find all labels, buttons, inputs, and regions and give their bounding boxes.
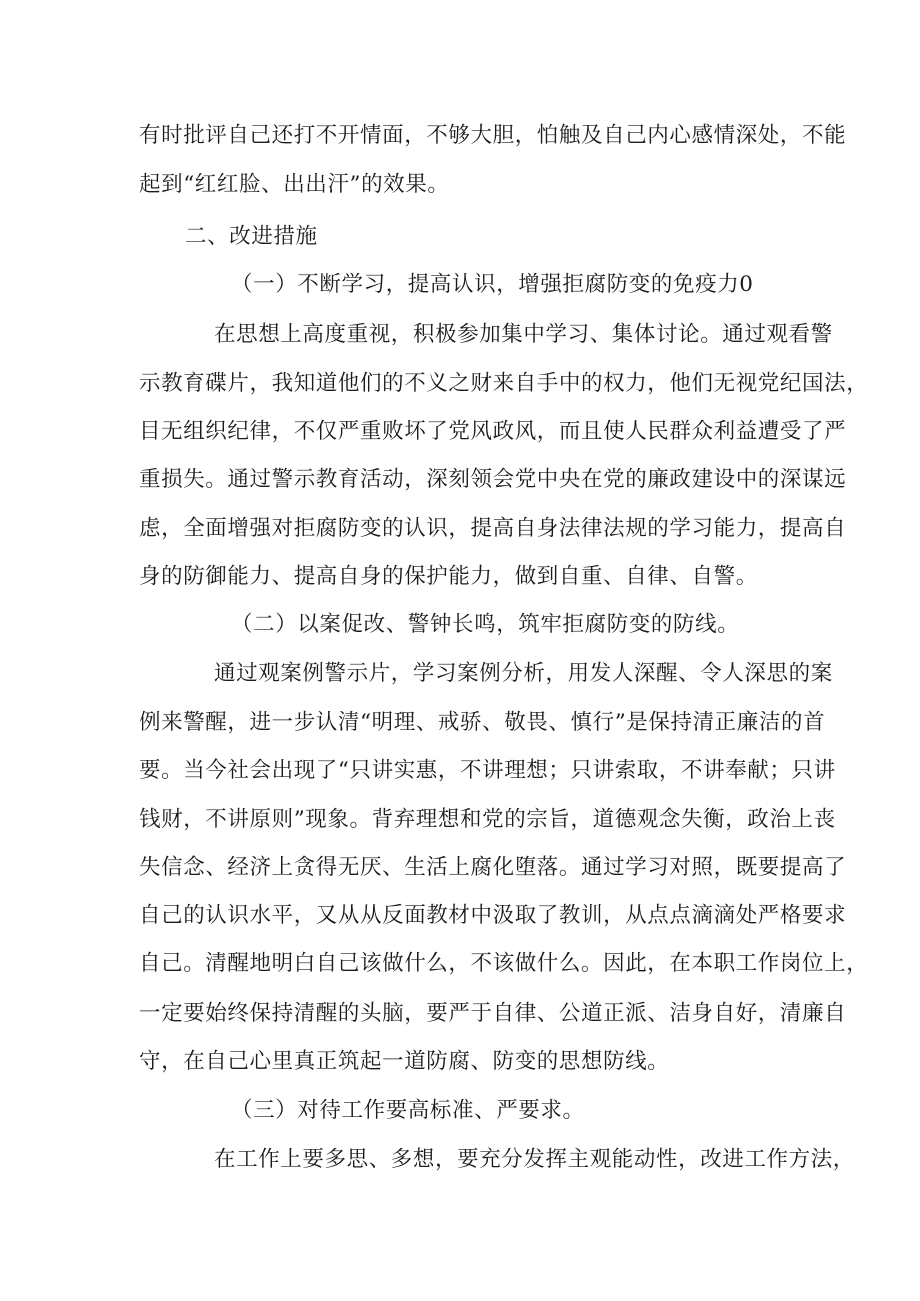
body-text-line: 起到“红红脸、出出汗”的效果。 <box>139 172 450 197</box>
subsection-heading: （三）对待工作要高标准、严要求。 <box>231 1098 585 1123</box>
paragraph-first-line: 通过观案例警示片，学习案例分析，用发人深醒、令人深思的案 <box>214 661 833 686</box>
body-text-line: 身的防御能力、提高自身的保护能力，做到自重、自律、自警。 <box>139 564 758 589</box>
body-text-line: 钱财，不讲原则”现象。背弃理想和党的宗旨，道德观念失衡，政治上丧 <box>139 807 836 832</box>
body-text-line: 自己。清醒地明白自己该做什么，不该做什么。因此，在本职工作岗位上， <box>139 951 869 976</box>
body-text-line: 虑，全面增强对拒腐防变的认识，提高自身法律法规的学习能力，提高自 <box>139 516 847 541</box>
section-heading: 二、改进措施 <box>185 224 318 249</box>
subsection-heading: （一）不断学习，提高认识，增强拒腐防变的免疫力0 <box>231 272 754 297</box>
body-text-line: 目无组织纪律，不仅严重败坏了党风政风，而且使人民群众利益遭受了严 <box>139 419 847 444</box>
body-text-line: 要。当今社会出现了“只讲实惠，不讲理想；只讲索取，不讲奉献；只讲 <box>139 758 836 783</box>
body-text-line: 示教育碟片，我知道他们的不义之财来自手中的权力，他们无视党纪国法， <box>139 371 869 396</box>
body-text-line: 重损失。通过警示教育活动，深刻领会党中央在党的廉政建设中的深谋远 <box>139 467 847 492</box>
body-text-line: 有时批评自己还打不开情面，不够大胆，怕触及自己内心感情深处，不能 <box>139 123 847 148</box>
subsection-heading: （二）以案促改、警钟长鸣，筑牢拒腐防变的防线。 <box>231 612 740 637</box>
body-text-line: 例来警醒，进一步认清“明理、戒骄、敬畏、慎行”是保持清正廉洁的首 <box>139 710 826 735</box>
body-text-line: 失信念、经济上贪得无厌、生活上腐化堕落。通过学习对照，既要提高了 <box>139 855 847 880</box>
paragraph-first-line: 在思想上高度重视，积极参加集中学习、集体讨论。通过观看警 <box>214 322 833 347</box>
paragraph-first-line: 在工作上要多思、多想，要充分发挥主观能动性，改进工作方法， <box>214 1147 855 1172</box>
body-text-line: 自己的认识水平，又从从反面教材中汲取了教训，从点点滴滴处严格要求 <box>139 903 847 928</box>
body-text-line: 一定要始终保持清醒的头脑，要严于自律、公道正派、洁身自好，清廉自 <box>139 1001 847 1026</box>
body-text-line: 守，在自己心里真正筑起一道防腐、防变的思想防线。 <box>139 1049 670 1074</box>
